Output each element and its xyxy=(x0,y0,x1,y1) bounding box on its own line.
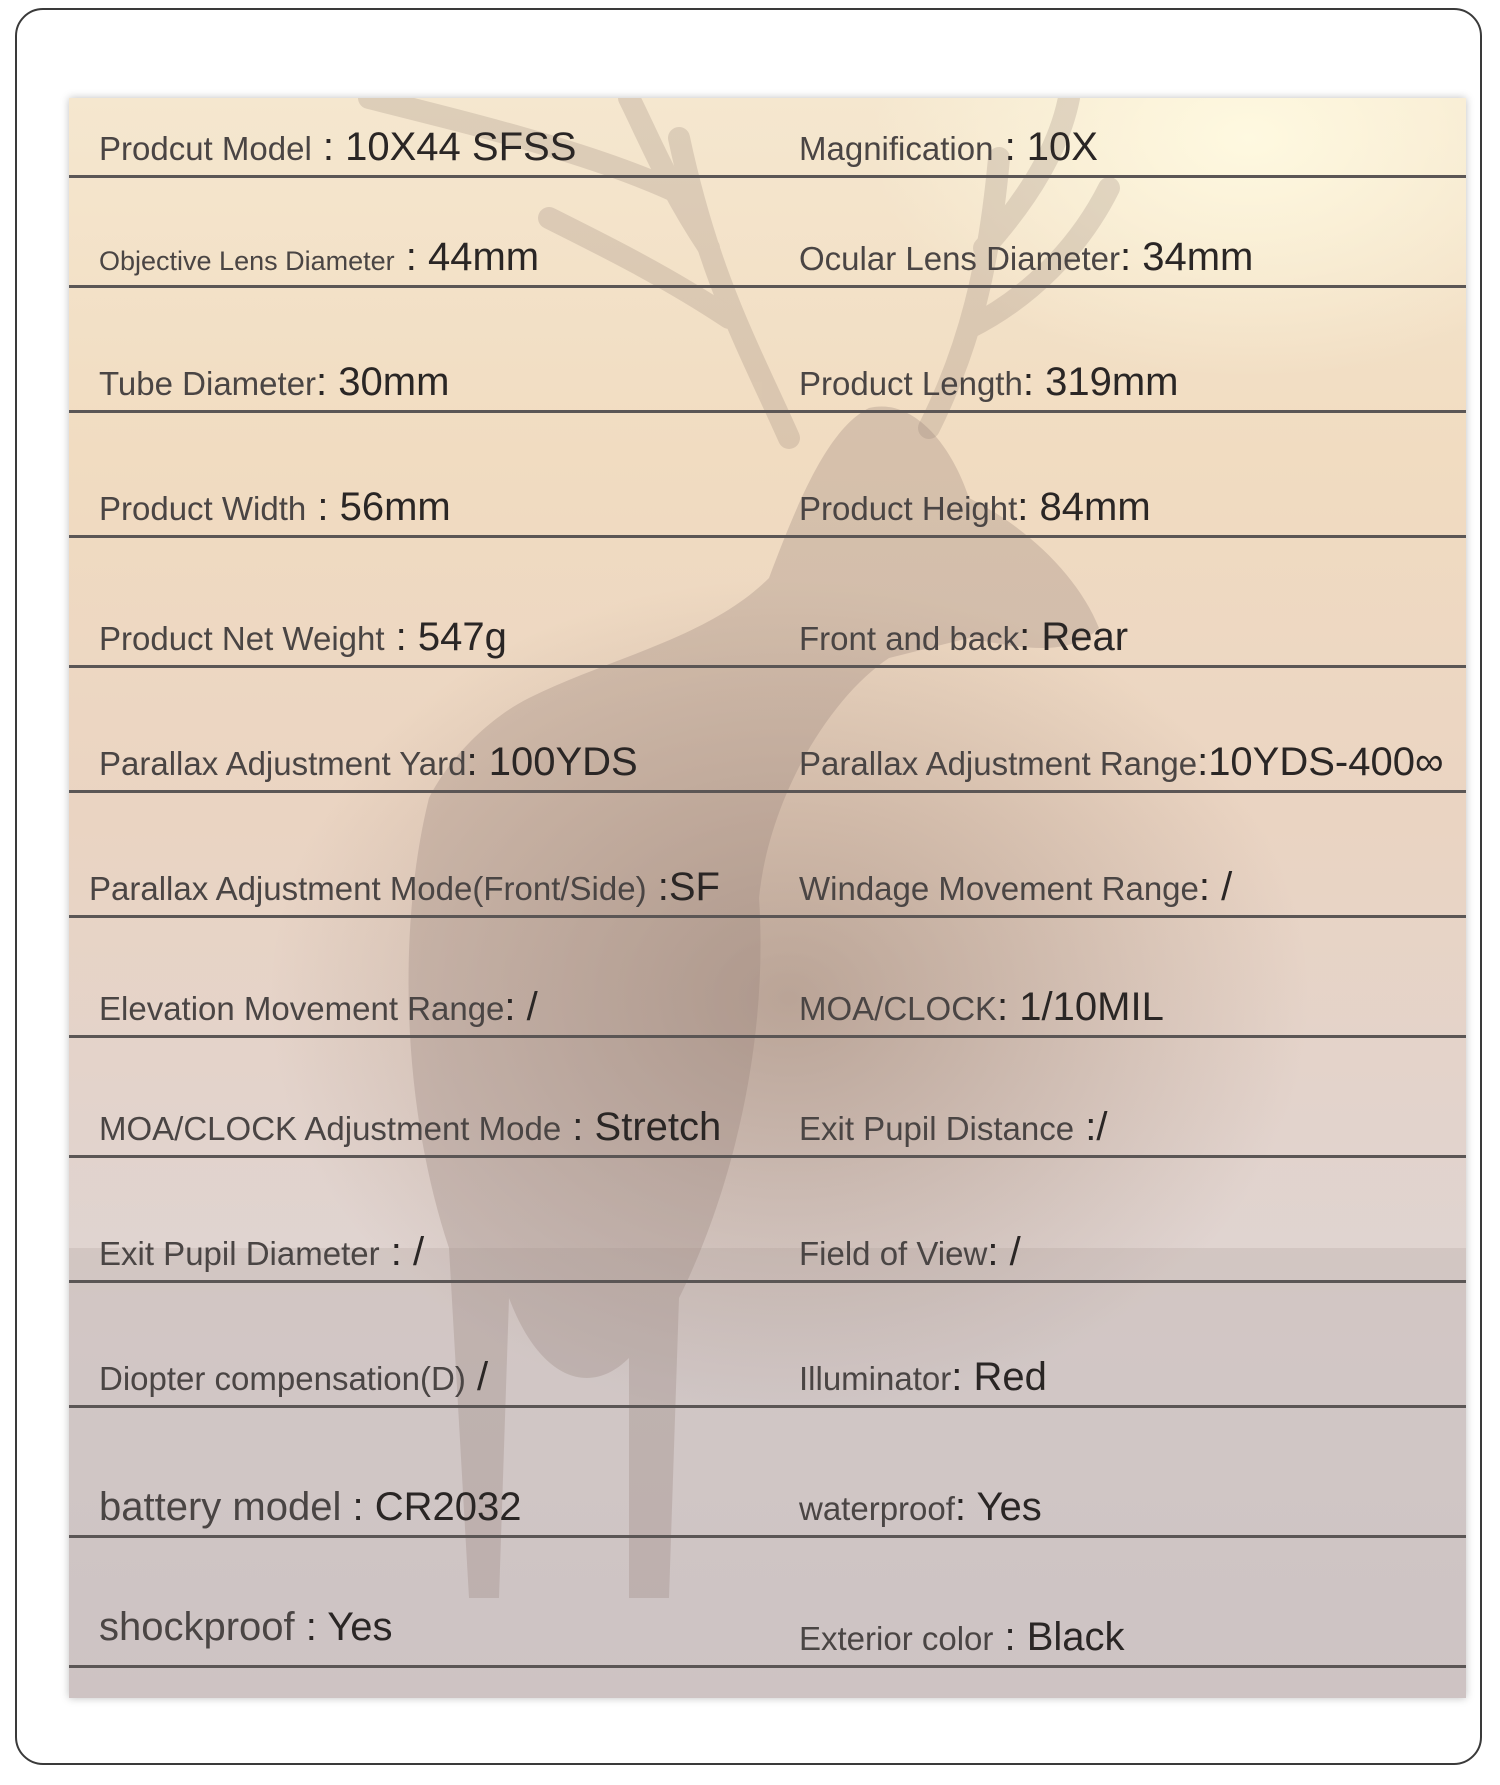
spec-cell-left xyxy=(99,1607,393,1647)
spec-cell-right xyxy=(799,617,1128,657)
spec-row xyxy=(69,918,1466,1038)
spec-row xyxy=(69,1538,1466,1668)
spec-label: Product Net Weight xyxy=(99,620,385,657)
spec-value: 547g xyxy=(417,615,507,659)
spec-separator: : xyxy=(1119,235,1143,279)
spec-row xyxy=(69,178,1466,288)
spec-separator: : xyxy=(993,1615,1027,1659)
spec-separator: : xyxy=(954,1485,977,1529)
spec-cell-right xyxy=(799,1617,1125,1657)
spec-cell-left xyxy=(99,487,451,527)
spec-label: Illuminator xyxy=(799,1360,952,1397)
spec-label: Ocular Lens Diameter xyxy=(799,240,1120,277)
spec-label: Product Width xyxy=(99,490,307,527)
spec-label: Exterior color xyxy=(799,1620,994,1657)
spec-label: Windage Movement Range xyxy=(799,870,1199,907)
spec-row xyxy=(69,1038,1466,1158)
spec-separator: : xyxy=(384,615,418,659)
spec-value: Rear xyxy=(1041,615,1129,659)
spec-cell-left xyxy=(99,1487,521,1527)
spec-value: 10X xyxy=(1026,125,1098,169)
spec-cell-right xyxy=(799,127,1098,167)
spec-cell-right xyxy=(799,742,1444,782)
spec-separator: : xyxy=(466,740,489,784)
spec-separator: : xyxy=(1198,865,1222,909)
spec-separator: : xyxy=(316,360,339,404)
spec-value: 84mm xyxy=(1039,485,1151,529)
spec-value: / xyxy=(1096,1105,1108,1149)
spec-value: / xyxy=(526,985,538,1029)
spec-separator: : xyxy=(997,985,1020,1029)
outer-frame xyxy=(15,8,1482,1765)
spec-value: / xyxy=(412,1230,425,1274)
spec-value: 10YDS-400∞ xyxy=(1208,740,1444,784)
spec-row xyxy=(69,1158,1466,1283)
spec-value: Red xyxy=(973,1355,1047,1399)
spec-cell-right xyxy=(799,1107,1107,1147)
spec-separator: : xyxy=(1022,360,1046,404)
spec-value: 319mm xyxy=(1045,360,1179,404)
spec-label: Exit Pupil Distance xyxy=(799,1110,1075,1147)
spec-cell-right xyxy=(799,1357,1047,1397)
spec-label: shockproof xyxy=(99,1605,295,1649)
spec-separator: : xyxy=(561,1105,595,1149)
spec-label: Parallax Adjustment Yard xyxy=(99,745,467,782)
spec-label: Tube Diameter xyxy=(99,365,317,402)
spec-value: 10X44 SFSS xyxy=(345,125,577,169)
spec-separator: : xyxy=(311,125,346,169)
spec-separator: : xyxy=(294,1605,328,1649)
spec-label: MOA/CLOCK Adjustment Mode xyxy=(99,1110,562,1147)
spec-separator: : xyxy=(646,865,669,909)
spec-table xyxy=(69,98,1466,1698)
spec-cell-right xyxy=(799,237,1253,277)
spec-separator: : xyxy=(993,125,1027,169)
spec-separator: : xyxy=(951,1355,974,1399)
spec-value: 100YDS xyxy=(488,740,638,784)
spec-label: Objective Lens Diameter xyxy=(99,246,395,276)
spec-cell-left xyxy=(99,742,638,782)
spec-row xyxy=(69,288,1466,413)
spec-separator: : xyxy=(1074,1105,1097,1149)
spec-separator: : xyxy=(504,985,527,1029)
spec-cell-left xyxy=(99,127,576,167)
spec-label: MOA/CLOCK xyxy=(799,990,998,1027)
spec-cell-left xyxy=(89,867,720,907)
spec-value: CR2032 xyxy=(374,1485,522,1529)
spec-value: Black xyxy=(1026,1615,1125,1659)
spec-value: 56mm xyxy=(339,485,451,529)
spec-value: Stretch xyxy=(594,1105,722,1149)
spec-separator: : xyxy=(379,1230,413,1274)
spec-cell-left xyxy=(99,1357,488,1397)
spec-cell-right xyxy=(799,1232,1021,1272)
spec-value: Yes xyxy=(976,1485,1042,1529)
spec-row xyxy=(69,793,1466,918)
spec-value: 34mm xyxy=(1142,235,1254,279)
spec-cell-left xyxy=(99,617,507,657)
spec-label: Front and back xyxy=(799,620,1020,657)
spec-value: / xyxy=(476,1355,489,1399)
spec-label: Diopter compensation(D) xyxy=(99,1360,466,1397)
spec-separator: : xyxy=(1017,485,1040,529)
spec-label: Parallax Adjustment Mode(Front/Side) xyxy=(89,870,647,907)
spec-separator: : xyxy=(341,1485,375,1529)
spec-cell-left xyxy=(99,987,538,1027)
spec-label: Magnification xyxy=(799,130,994,167)
spec-cell-right xyxy=(799,487,1151,527)
spec-cell-left xyxy=(99,1107,721,1147)
spec-value: / xyxy=(1221,865,1233,909)
spec-separator: : xyxy=(1019,615,1042,659)
spec-cell-right xyxy=(799,867,1232,907)
spec-value: SF xyxy=(668,865,720,909)
spec-value: 44mm xyxy=(427,235,540,279)
spec-row xyxy=(69,538,1466,668)
spec-label: battery model xyxy=(99,1485,342,1529)
spec-cell-right xyxy=(799,1487,1042,1527)
spec-label: Exit Pupil Diameter xyxy=(99,1235,380,1272)
spec-separator: : xyxy=(306,485,340,529)
spec-cell-right xyxy=(799,987,1164,1027)
spec-separator: : xyxy=(1197,740,1209,784)
spec-separator xyxy=(466,1355,477,1399)
spec-label: Field of View xyxy=(799,1235,988,1272)
spec-cell-left xyxy=(99,1232,424,1272)
spec-cell-right xyxy=(799,362,1178,402)
spec-row xyxy=(69,668,1466,793)
spec-value: 30mm xyxy=(338,360,450,404)
spec-row xyxy=(69,1408,1466,1538)
spec-label: Product Length xyxy=(799,365,1023,402)
spec-value: / xyxy=(1009,1230,1021,1274)
spec-label: Elevation Movement Range xyxy=(99,990,505,1027)
spec-label: waterproof xyxy=(799,1490,955,1527)
spec-value: Yes xyxy=(327,1605,393,1649)
spec-cell-left xyxy=(99,362,449,402)
spec-label: Prodcut Model xyxy=(99,130,312,167)
spec-row xyxy=(69,98,1466,178)
spec-label: Parallax Adjustment Range xyxy=(799,745,1198,782)
spec-separator: : xyxy=(394,235,428,279)
spec-value: 1/10MIL xyxy=(1019,985,1164,1029)
spec-label: Product Height xyxy=(799,490,1018,527)
spec-row xyxy=(69,413,1466,538)
spec-separator: : xyxy=(987,1230,1010,1274)
spec-cell-left xyxy=(99,237,539,277)
spec-row xyxy=(69,1283,1466,1408)
